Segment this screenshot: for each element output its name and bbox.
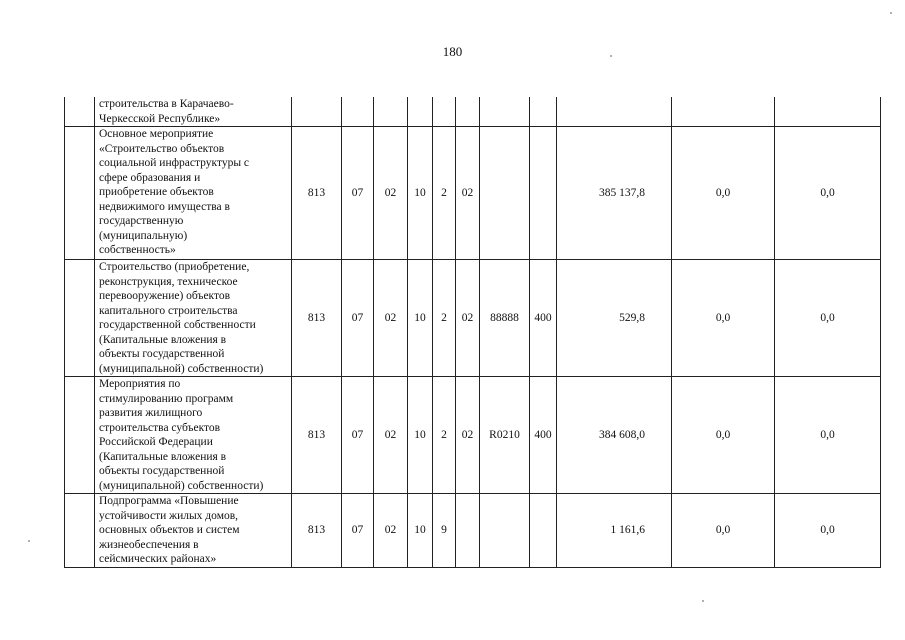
direction-code-cell: 88888 — [480, 260, 530, 377]
row-number-cell — [65, 377, 95, 494]
ministry-code-cell: 813 — [292, 260, 342, 377]
subprogram-code-cell — [433, 97, 456, 127]
amount-year1-cell — [557, 97, 672, 127]
table-row — [65, 97, 881, 127]
ministry-code-cell: 813 — [292, 494, 342, 568]
amount-year3-cell: 0,0 — [775, 494, 881, 568]
direction-code-cell — [480, 97, 530, 127]
subsection-code-cell: 02 — [374, 260, 408, 377]
amount-year1-cell: 384 608,0 — [557, 377, 672, 494]
expense-type-cell — [530, 494, 557, 568]
ministry-code-cell — [292, 97, 342, 127]
amount-year3-cell — [775, 97, 881, 127]
ministry-code-cell: 813 — [292, 127, 342, 260]
program-code-cell: 10 — [408, 127, 433, 260]
row-number-cell — [65, 127, 95, 260]
direction-code-cell: R0210 — [480, 377, 530, 494]
description-cell: Основное мероприятие «Строительство объектов социальной инфраструктуры с сфере образования и приобретение объектов недвижимого имущества в государственную (муниципальную) собственность» — [95, 127, 292, 260]
subsection-code-cell: 02 — [374, 127, 408, 260]
budget-table — [64, 97, 881, 568]
row-number-cell — [65, 97, 95, 127]
amount-year2-cell: 0,0 — [672, 494, 775, 568]
program-code-cell: 10 — [408, 494, 433, 568]
amount-year3-cell: 0,0 — [775, 260, 881, 377]
ministry-code-cell: 813 — [292, 377, 342, 494]
direction-code-cell — [480, 127, 530, 260]
subsection-code-cell: 02 — [374, 377, 408, 494]
section-code-cell: 07 — [342, 127, 374, 260]
section-code-cell: 07 — [342, 377, 374, 494]
program-code-cell: 10 — [408, 377, 433, 494]
description-cell: Мероприятия по стимулированию программ развития жилищного строительства субъектов Российской Федерации (Капитальные вложения в объекты государственной (муниципальной) собственности) — [95, 377, 292, 494]
table-row — [65, 494, 881, 568]
event-code-cell: 02 — [456, 377, 480, 494]
event-code-cell — [456, 494, 480, 568]
page-number: 180 — [442, 44, 463, 59]
amount-year1-cell: 529,8 — [557, 260, 672, 377]
subsection-code-cell — [374, 97, 408, 127]
amount-year2-cell: 0,0 — [672, 260, 775, 377]
amount-year3-cell: 0,0 — [775, 377, 881, 494]
table-row — [65, 377, 881, 494]
amount-year2-cell: 0,0 — [672, 127, 775, 260]
subprogram-code-cell: 2 — [433, 260, 456, 377]
description-cell: строительства в Карачаево- Черкесской Республике» — [95, 97, 292, 127]
section-code-cell: 07 — [342, 260, 374, 377]
subprogram-code-cell: 2 — [433, 127, 456, 260]
subsection-code-cell: 02 — [374, 494, 408, 568]
scan-speck — [890, 12, 892, 14]
amount-year2-cell: 0,0 — [672, 377, 775, 494]
subprogram-code-cell: 2 — [433, 377, 456, 494]
event-code-cell: 02 — [456, 260, 480, 377]
scan-speck — [702, 600, 704, 602]
amount-year1-cell: 385 137,8 — [557, 127, 672, 260]
amount-year3-cell: 0,0 — [775, 127, 881, 260]
row-number-cell — [65, 260, 95, 377]
expense-type-cell: 400 — [530, 260, 557, 377]
expense-type-cell — [530, 97, 557, 127]
scan-speck — [610, 55, 612, 57]
description-cell: Подпрограмма «Повышение устойчивости жилых домов, основных объектов и систем жизнеобеспечения в сейсмических районах» — [95, 494, 292, 568]
program-code-cell — [408, 97, 433, 127]
section-code-cell: 07 — [342, 494, 374, 568]
amount-year2-cell — [672, 97, 775, 127]
section-code-cell — [342, 97, 374, 127]
event-code-cell — [456, 97, 480, 127]
expense-type-cell — [530, 127, 557, 260]
expense-type-cell: 400 — [530, 377, 557, 494]
event-code-cell: 02 — [456, 127, 480, 260]
table-row — [65, 127, 881, 260]
table-row — [65, 260, 881, 377]
amount-year1-cell: 1 161,6 — [557, 494, 672, 568]
subprogram-code-cell: 9 — [433, 494, 456, 568]
description-cell: Строительство (приобретение, реконструкция, техническое перевооружение) объектов капитального строительства государственной собственности (Капитальные вложения в объекты государственной (муниципальной) собственности) — [95, 260, 292, 377]
direction-code-cell — [480, 494, 530, 568]
scan-speck — [28, 540, 30, 542]
program-code-cell: 10 — [408, 260, 433, 377]
row-number-cell — [65, 494, 95, 568]
